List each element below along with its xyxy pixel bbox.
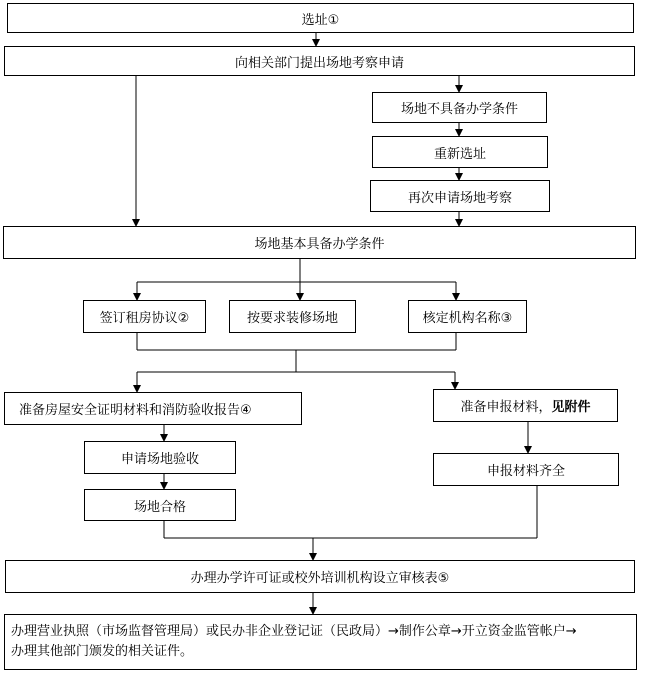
step-site-qualified — [3, 226, 636, 259]
step-license — [5, 560, 635, 593]
step-site-passed — [84, 489, 236, 521]
step-license-label: 办理办学许可证或校外培训机构设立审核表⑤ — [190, 571, 450, 586]
step-verify-name-label: 核定机构名称③ — [422, 311, 513, 326]
step-prepare-materials — [433, 389, 618, 422]
step-reapply-inspection — [370, 180, 550, 212]
step-site-select — [7, 3, 634, 33]
step-reselect-site — [372, 136, 548, 168]
step-prepare-safety-docs-label: 准备房屋安全证明材料和消防验收报告④ — [19, 403, 252, 418]
step-reselect-site-label: 重新选址 — [433, 146, 486, 162]
step-site-passed-label: 场地合格 — [133, 499, 186, 515]
step-site-not-qualified-label: 场地不具备办学条件 — [400, 102, 518, 117]
step-sign-lease — [83, 300, 206, 333]
step-apply-inspection — [4, 46, 635, 76]
step-renovate — [229, 300, 356, 333]
step-prepare-safety-docs — [4, 392, 302, 425]
step-final-line-2: 办理其他部门颁发的相关证件。 — [11, 644, 194, 659]
step-materials-complete — [433, 453, 619, 486]
step-reapply-inspection-label: 再次申请场地考察 — [407, 190, 512, 206]
step-final-line-1: 办理营业执照（市场监督管理局）或民办非企业登记证（民政局）→制作公章→开立资金监管帐户→ — [11, 624, 577, 639]
step-apply-acceptance-label: 申请场地验收 — [120, 452, 199, 467]
step-verify-name — [408, 300, 527, 333]
step-sign-lease-label: 签订租房协议② — [99, 311, 190, 326]
step-site-select-label: 选址① — [301, 12, 340, 28]
step-materials-complete-label: 申报材料齐全 — [486, 464, 565, 479]
step-site-not-qualified — [372, 92, 547, 123]
step-apply-inspection-label: 向相关部门提出场地考察申请 — [234, 55, 404, 71]
step-prepare-materials-attachment: 见附件 — [551, 400, 591, 415]
step-site-qualified-label: 场地基本具备办学条件 — [254, 237, 385, 252]
step-renovate-label: 按要求装修场地 — [246, 311, 338, 326]
step-prepare-materials-label: 准备申报材料， — [460, 400, 552, 415]
step-apply-acceptance — [84, 441, 236, 474]
step-final-registration — [4, 614, 637, 670]
